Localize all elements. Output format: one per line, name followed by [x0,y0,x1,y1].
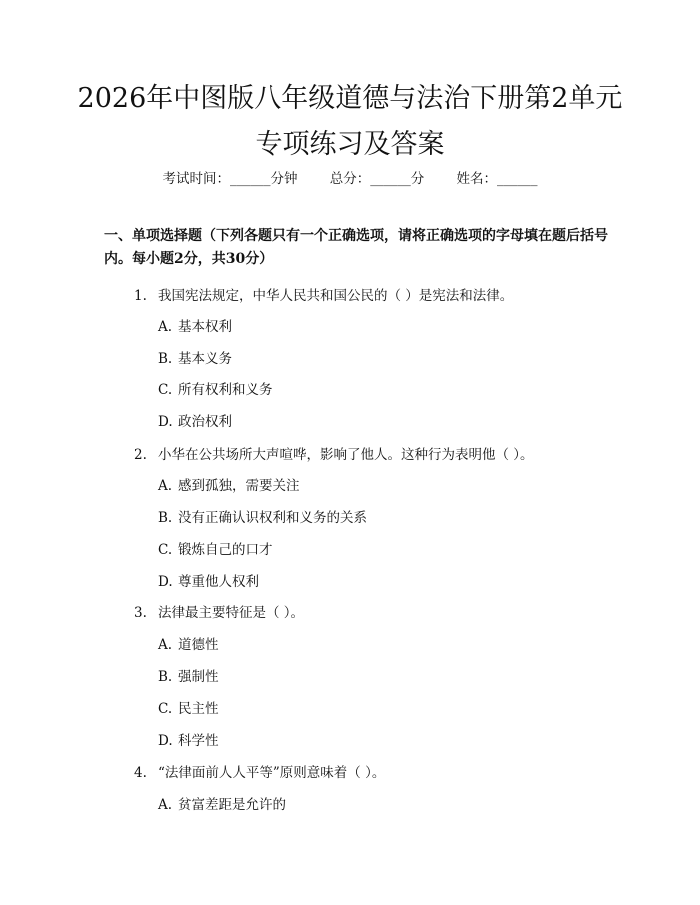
option-letter: C. [158,701,173,717]
option-text: 道德性 [178,637,219,653]
option-letter: B. [158,669,173,685]
option-3a [158,633,219,653]
question-number: 3. [134,605,147,621]
option-letter: B. [158,510,173,526]
document-title: 2026年中图版八年级道德与法治下册第2单元专项练习及答案 [77,83,623,160]
option-letter: C. [158,542,173,558]
option-letter: A. [158,637,173,653]
option-text: 锻炼自己的口才 [178,542,273,558]
option-text: 贫富差距是允许的 [178,797,286,813]
question-3 [134,601,304,621]
question-2 [134,443,534,463]
question-text: 我国宪法规定，中华人民共和国公民的（ ）是宪法和法律。 [158,288,514,304]
option-letter: A. [158,319,173,335]
option-text: 强制性 [178,669,219,685]
option-letter: D. [158,574,173,590]
question-1 [134,284,513,304]
option-text: 所有权利和义务 [178,382,273,398]
option-text: 民主性 [178,701,219,717]
option-2d [158,570,259,590]
option-letter: A. [158,478,173,494]
option-4a [158,793,286,813]
option-1c [158,378,273,398]
option-3b [158,665,219,685]
question-text: “法律面前人人平等”原则意味着（ ）。 [158,765,386,781]
option-text: 基本义务 [178,351,232,367]
question-number: 1. [134,288,147,304]
question-text: 小华在公共场所大声喧哗，影响了他人。这种行为表明他（ ）。 [158,447,534,463]
exam-name: 姓名：______ [456,171,538,187]
option-1b [158,347,232,367]
option-1a [158,315,232,335]
option-2a [158,474,300,494]
option-text: 尊重他人权利 [178,574,259,590]
option-2b [158,506,367,526]
exam-meta [0,167,700,187]
question-text: 法律最主要特征是（ ）。 [158,605,305,621]
option-3c [158,697,219,717]
option-letter: B. [158,351,173,367]
option-letter: D. [158,733,173,749]
section-heading: 一、单项选择题（下列各题只有一个正确选项，请将正确选项的字母填在题后括号内。每小题2分，共30分） [104,228,608,267]
option-3d [158,729,219,749]
option-2c [158,538,273,558]
option-letter: C. [158,382,173,398]
option-text: 基本权利 [178,319,232,335]
exam-time: 考试时间：______分钟 [162,171,298,187]
exam-total-score: 总分：______分 [329,171,425,187]
option-text: 科学性 [178,733,219,749]
option-text: 感到孤独，需要关注 [178,478,300,494]
option-1d [158,410,232,430]
option-text: 没有正确认识权利和义务的关系 [178,510,367,526]
question-number: 4. [134,765,147,781]
option-text: 政治权利 [178,414,232,430]
question-number: 2. [134,447,147,463]
question-4 [134,761,385,781]
option-letter: D. [158,414,173,430]
option-letter: A. [158,797,173,813]
